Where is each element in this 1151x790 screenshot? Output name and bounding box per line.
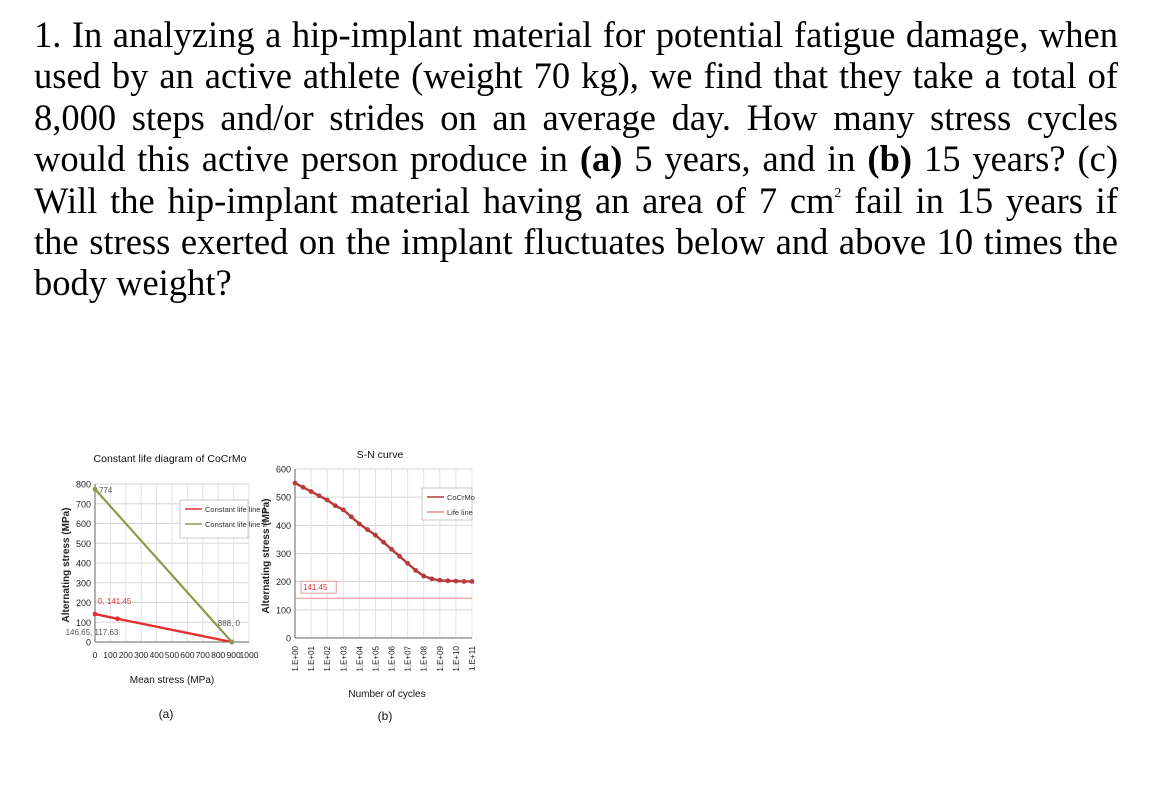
y-tick-label: 500 [275,492,291,503]
data-point [317,493,322,498]
y-tick-label: 400 [75,558,91,569]
x-tick-label: 1.E+07 [403,646,413,672]
part-a-label: (a) [579,138,623,180]
data-point [454,579,459,584]
legend-label: Constant life line 2 [205,520,267,529]
data-point [429,576,434,581]
x-tick-label: 0 [92,650,98,660]
data-point [421,574,426,579]
x-tick-label: 200 [118,650,133,660]
x-tick-label: 600 [180,650,195,660]
y-tick-label: 600 [75,519,91,529]
x-tick-label: 100 [103,650,118,660]
x-tick-label: 300 [134,650,149,660]
x-tick-label: 1.E+04 [355,646,365,672]
chart-caption: (b) [377,709,393,723]
data-point [437,578,442,583]
data-point [349,514,354,519]
question-part-4: fail in 15 years if the stress exerted on the implant fluctuates below and above 10 times the body weight? [34,179,1118,304]
chart-caption: (a) [158,707,174,721]
data-point [405,561,410,566]
y-tick-label: 600 [275,464,291,475]
data-point [341,507,346,512]
question-part-3: 15 years? (c) Will the hip-implant material having an area of 7 cm [34,138,1118,221]
y-tick-label: 100 [75,617,91,628]
y-tick-label: 200 [75,598,91,608]
y-tick-label: 300 [75,578,91,589]
y-tick-label: 300 [275,549,291,559]
x-tick-label: 400 [149,650,164,660]
x-tick-label: 1.E+03 [339,646,349,672]
x-tick-label: 700 [195,650,210,660]
y-axis-label: Alternating stress (MPa) [261,498,272,614]
x-tick-label: 1.E+09 [435,646,445,672]
annotation-label: 774 [99,486,113,496]
annotation-label: 146.65, 117.63 [65,627,119,637]
squared-superscript: 2 [834,185,842,201]
chart-title: Constant life diagram of CoCrMo [93,453,247,465]
x-tick-label: 800 [211,650,226,660]
data-point [365,527,370,532]
legend-label: Life line [447,508,473,517]
x-tick-label: 1.E+08 [419,646,429,672]
question-part-2: 5 years, and in [622,138,868,180]
y-tick-label: 500 [75,538,91,549]
data-point [325,498,330,503]
data-point [301,485,306,490]
data-point [293,481,298,486]
y-tick-label: 200 [275,577,291,588]
y-tick-label: 0 [285,633,291,644]
x-tick-label: 1.E+00 [291,646,300,672]
data-point [413,568,418,573]
y-tick-label: 700 [75,499,91,510]
data-point [397,554,402,559]
data-point [309,489,314,494]
x-tick-label: 1.E+02 [323,646,333,672]
y-tick-label: 100 [275,605,291,616]
x-tick-label: 1.E+10 [451,646,461,672]
x-tick-label: 900 [226,650,241,660]
data-point [381,540,386,545]
data-point [462,579,467,584]
x-tick-label: 1000 [239,650,259,660]
legend-label: CoCrMo [447,493,475,502]
x-tick-label: 1.E+01 [307,646,317,672]
x-tick-label: 1.E+05 [371,646,381,672]
x-tick-label: 500 [164,650,180,660]
y-tick-label: 400 [275,520,291,531]
y-tick-label: 800 [75,479,91,490]
x-axis-label: Mean stress (MPa) [129,675,215,686]
legend-label: Constant life line 1 [205,505,267,514]
y-axis-label: Alternating stress (MPa) [61,507,72,623]
x-tick-label: 1.E+11 [468,646,477,671]
annotation-label: 888, 0 [217,619,241,628]
data-point [445,578,450,583]
part-b-label: (b) [867,138,913,180]
question-number: 1. [34,14,62,55]
annotation-label: 141.45 [303,583,328,593]
chart-title: S-N curve [356,449,404,461]
x-axis-label: Number of cycles [348,689,426,700]
data-point [357,522,362,527]
y-tick-label: 0 [85,637,91,648]
x-tick-label: 1.E+06 [387,646,397,672]
data-point [389,547,394,552]
annotation-label: 0, 141.45 [98,597,132,607]
data-point [470,579,475,584]
data-point [333,503,338,508]
data-point [373,533,378,538]
question-part-1: In analyzing a hip-implant material for potential fatigue damage, when used by an active athlete (weight 70 kg), we find that they take a total of 8,000 steps and/or strides on an average day. How many stress cycles would this active person produce in [34,14,1119,180]
